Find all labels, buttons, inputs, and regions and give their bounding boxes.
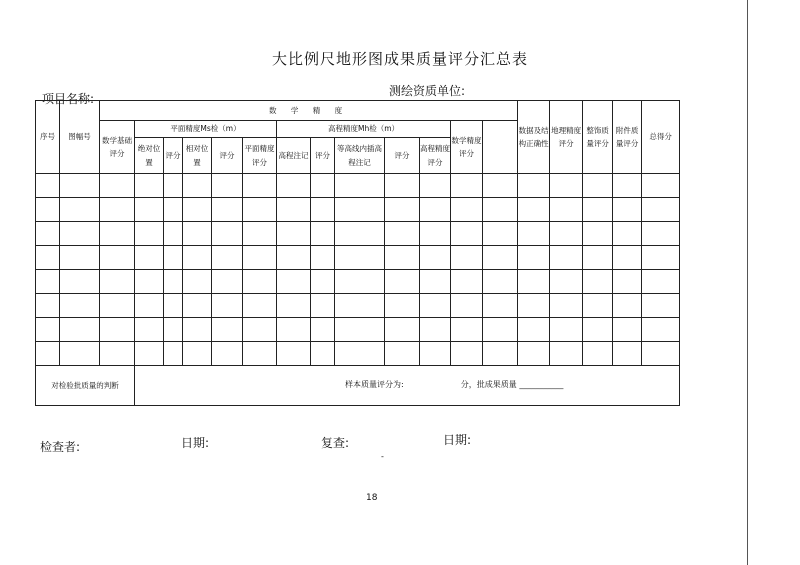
header-score-d: 评分 [385, 138, 420, 174]
sample-score-label: 样本质量评分为: [345, 380, 404, 390]
score-summary-table [35, 100, 680, 406]
header-total-score: 总得分 [642, 101, 680, 174]
inspector-label: 检查者: [40, 440, 81, 454]
header-relative-position: 相对位置 [183, 138, 212, 174]
header-attachment-quality: 附件质量评分 [613, 101, 642, 174]
header-height-score: 高程精度评分 [420, 138, 451, 174]
dash-mark: - [381, 452, 384, 461]
document-title: 大比例尺地形图成果质量评分汇总表 [271, 50, 528, 68]
header-sheet-no: 图幅号 [60, 101, 100, 174]
header-absolute-position: 绝对位置 [135, 138, 164, 174]
header-plane-precision: 平面精度Ms检（m） [135, 121, 277, 138]
header-height-note: 高程注记 [277, 138, 311, 174]
review-date-label: 日期: [443, 433, 472, 447]
header-math-base: 数学基础评分 [100, 121, 135, 174]
table-row [36, 294, 680, 318]
header-height-precision: 高程精度Mh检（m） [277, 121, 451, 138]
table-row [36, 174, 680, 198]
table-row [36, 342, 680, 366]
table-row [36, 270, 680, 294]
header-contour-note: 等高线内插高程注记 [335, 138, 385, 174]
header-seq: 序号 [36, 101, 60, 174]
scan-edge-line [747, 0, 748, 565]
header-score-c: 评分 [311, 138, 335, 174]
batch-quality-blank: ___________ [519, 380, 564, 390]
table-row [36, 318, 680, 342]
survey-unit-label: 测绘资质单位: [389, 84, 466, 98]
reviewer-label: 复查: [321, 436, 350, 450]
table-row [36, 246, 680, 270]
page-number: 18 [366, 493, 378, 503]
header-data-structure: 数据及结构正确性 [518, 101, 550, 174]
batch-judgment-row [36, 366, 680, 406]
header-geo-precision: 地理精度评分 [550, 101, 583, 174]
batch-judgment-cell [135, 366, 680, 406]
header-score-a: 评分 [164, 138, 183, 174]
header-math-precision: 数 学 精 度 [100, 101, 518, 121]
header-plane-score: 平面精度评分 [243, 138, 277, 174]
batch-quality-label: 分，批成果质量 [460, 380, 517, 390]
project-name-label: 项目名称: [42, 92, 95, 106]
batch-judgment-label: 对检验批质量的判断 [36, 366, 135, 406]
header-score-b: 评分 [212, 138, 243, 174]
header-math-score: 数学精度评分 [451, 121, 483, 174]
inspect-date-label: 日期: [181, 436, 210, 450]
header-overall-quality: 整饰质量评分 [583, 101, 613, 174]
table-row [36, 222, 680, 246]
table-row [36, 198, 680, 222]
